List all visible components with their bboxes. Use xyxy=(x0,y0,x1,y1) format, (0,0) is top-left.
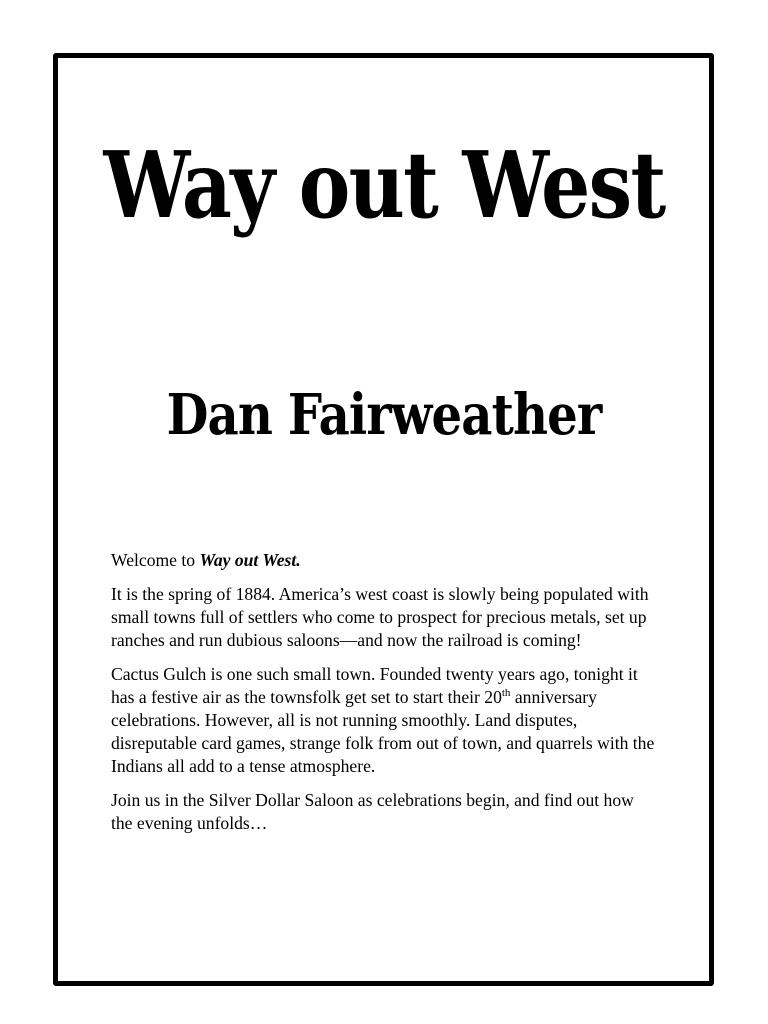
welcome-title: Way out West. xyxy=(199,550,301,570)
paragraph-3: Join us in the Silver Dollar Saloon as celebrations begin, and find out how the evening unfolds… xyxy=(111,790,634,833)
paragraph-2 xyxy=(111,663,659,778)
paragraph-1: It is the spring of 1884. America’s west coast is slowly being populated with small towns full of settlers who come to prospect for precious metals, set up ranches and run dubious saloons—and now the railroad is coming! xyxy=(111,584,649,650)
paragraph-2-after: anniversary celebrations. However, all is not running smoothly. Land disputes, disreputable card games, strange folk from out of town, and quarrels with the Indians all add to a tense atmosphere. xyxy=(111,687,655,776)
intro-text xyxy=(111,549,659,846)
document-title: Way out West xyxy=(103,131,665,239)
ordinal-suffix: th xyxy=(501,687,511,700)
welcome-line xyxy=(111,549,659,572)
author-name: Dan Fairweather xyxy=(166,382,602,448)
paragraph-2-before: Cactus Gulch is one such small town. Founded twenty years ago, tonight it has a festive air as the townsfolk get set to start their 20 xyxy=(111,664,638,707)
welcome-prefix: Welcome to xyxy=(111,550,200,570)
